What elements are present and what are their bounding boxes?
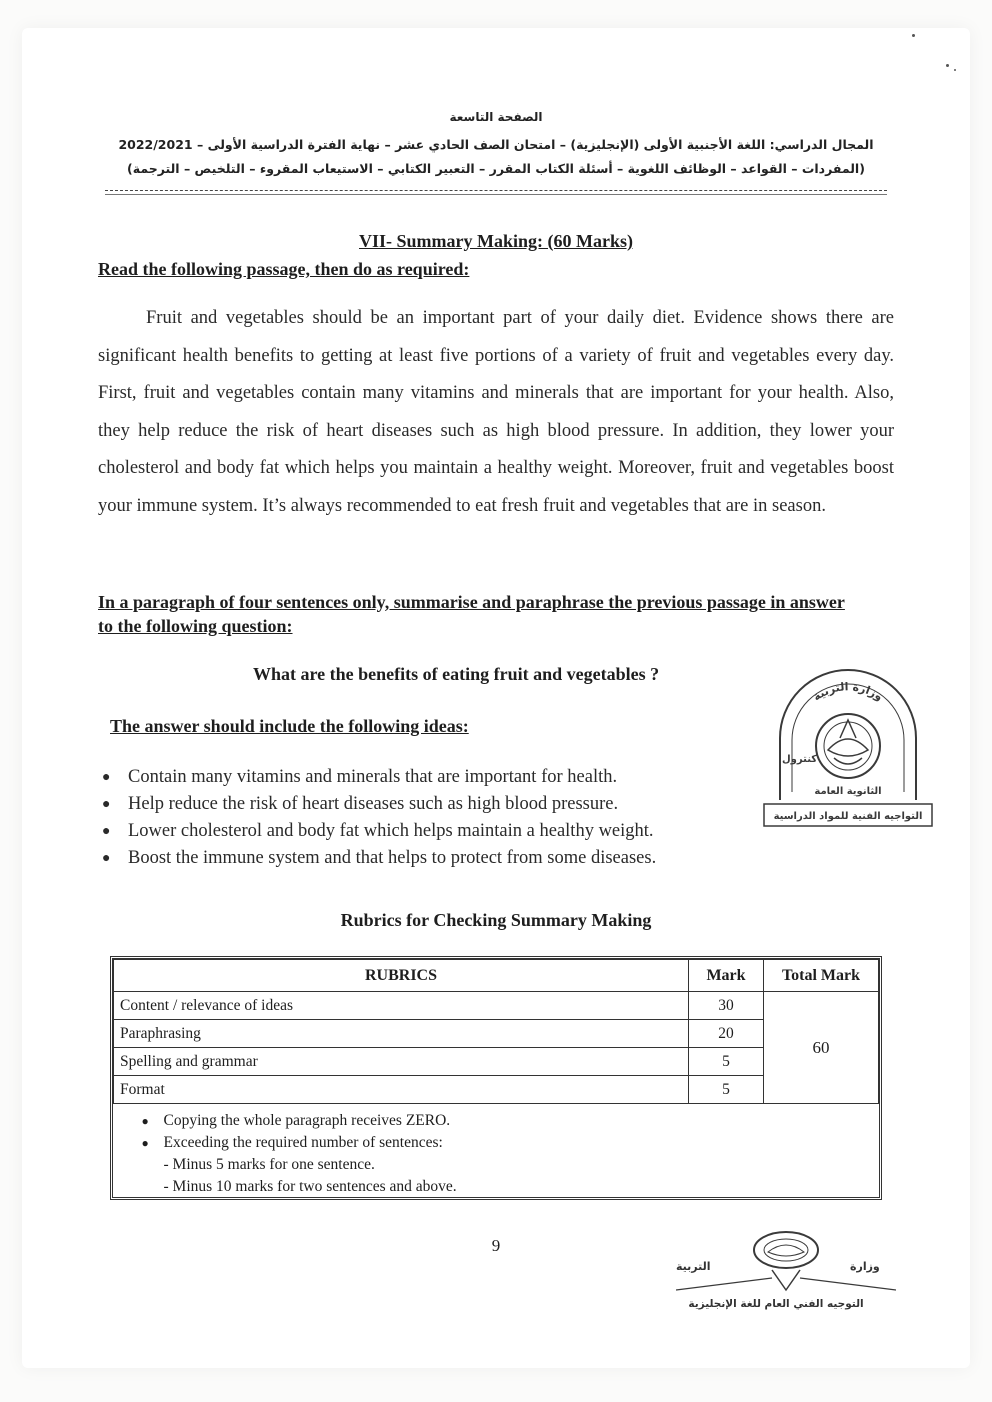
list-item [142,1110,879,1132]
ideas-list [102,764,762,872]
footer-word-right: وزارة [850,1260,880,1273]
page-number: 9 [491,1236,501,1255]
scan-speck [946,64,949,67]
bullet-icon: ● [141,1136,149,1150]
bullet-icon: ● [102,824,111,839]
total-mark-cell: 60 [764,992,879,1104]
footer-text: التوجيه الفني العام للغة الإنجليزية [688,1298,864,1310]
column-header-mark: Mark [689,960,764,992]
notes-list [142,1110,879,1154]
footer-emblem [676,1230,896,1340]
header-exam-line: المجال الدراسي: اللغة الأجنبية الأولى (الإنجليزية) – امتحان الصف الحادي عشر – نهاية الفترة الدراسية الأولى – 2022/2021 [118,137,874,152]
note-text: Exceeding the required number of sentences: [163,1134,443,1151]
idea-text: Help reduce the risk of heart diseases such as high blood pressure. [128,794,619,814]
section-instruction: Read the following passage, then do as required: [98,259,470,279]
list-item [102,845,762,872]
sub-note: - Minus 5 marks for one sentence. [163,1156,375,1173]
rubrics-title: Rubrics for Checking Summary Making [340,910,652,930]
sub-note: - Minus 10 marks for two sentences and above. [163,1178,457,1195]
mark-cell: 20 [689,1020,764,1048]
bullet-icon: ● [102,797,111,812]
bullet-icon: ● [102,770,111,785]
header-divider [105,194,887,195]
bullet-icon: ● [141,1114,149,1128]
stamp-side-text: كنترول [782,754,818,765]
list-item [102,791,762,818]
bullet-icon: ● [102,851,111,866]
notes-cell [114,1104,879,1199]
idea-text: Lower cholesterol and body fat which helps maintain a healthy weight. [128,821,654,841]
criterion-cell: Content / relevance of ideas [114,992,689,1020]
list-item [102,764,762,791]
stamp-top-text: وزارة التربية [810,680,886,704]
note-text: Copying the whole paragraph receives ZERO. [163,1112,451,1129]
table-notes-row [114,1104,879,1199]
table-row [114,992,879,1020]
criterion-cell: Paraphrasing [114,1020,689,1048]
scan-speck [954,69,956,71]
mark-cell: 5 [689,1048,764,1076]
ministry-stamp [762,658,934,830]
stamp-bottom-text: الثانوية العامة [814,786,882,797]
ideas-heading: The answer should include the following ideas: [110,716,469,736]
summary-question: What are the benefits of eating fruit and vegetables ? [253,664,660,684]
header-divider [105,190,887,191]
mark-cell: 30 [689,992,764,1020]
idea-text: Contain many vitamins and minerals that are important for health. [128,767,618,787]
header-topics-line: (المفردات – القواعد – الوظائف اللغوية – أسئلة الكتاب المقرر – التعبير الكتابي – الاستيعاب المقروء – التلخيص – الترجمة) [127,161,865,176]
svg-text:وزارة التربية [811,680,886,703]
criterion-cell: Format [114,1076,689,1104]
task-instruction: In a paragraph of four sentences only, summarise and paraphrase the previous passage in answer to the following question: [98,592,845,636]
section-title: VII- Summary Making: (60 Marks) [359,231,633,251]
stamp-band-text: التواجيه الفنية للمواد الدراسية [773,811,923,822]
list-item [102,818,762,845]
column-header-rubrics: RUBRICS [114,960,689,992]
scan-speck [912,34,915,37]
header-page-title: الصفحة التاسعة [449,110,543,124]
list-item [142,1132,879,1154]
footer-word-left: التربية [676,1260,711,1273]
table-header-row [114,960,879,992]
reading-passage: Fruit and vegetables should be an important part of your daily diet. Evidence shows there are significant health benefits to getting at least five portions of a variety of fruit and vegetables every day. First, fruit and vegetables contain many vitamins and minerals that are important for your health. Also, they help reduce the risk of heart diseases such as high blood pressure. In addition, they lower your cholesterol and body fat which helps you maintain a healthy weight. Moreover, fruit and vegetables boost your immune system. It’s always recommended to eat fresh fruit and vegetables that are in season. [98,308,894,516]
rubrics-table [110,956,882,1200]
mark-cell: 5 [689,1076,764,1104]
column-header-total: Total Mark [764,960,879,992]
criterion-cell: Spelling and grammar [114,1048,689,1076]
idea-text: Boost the immune system and that helps to protect from some diseases. [128,848,657,868]
